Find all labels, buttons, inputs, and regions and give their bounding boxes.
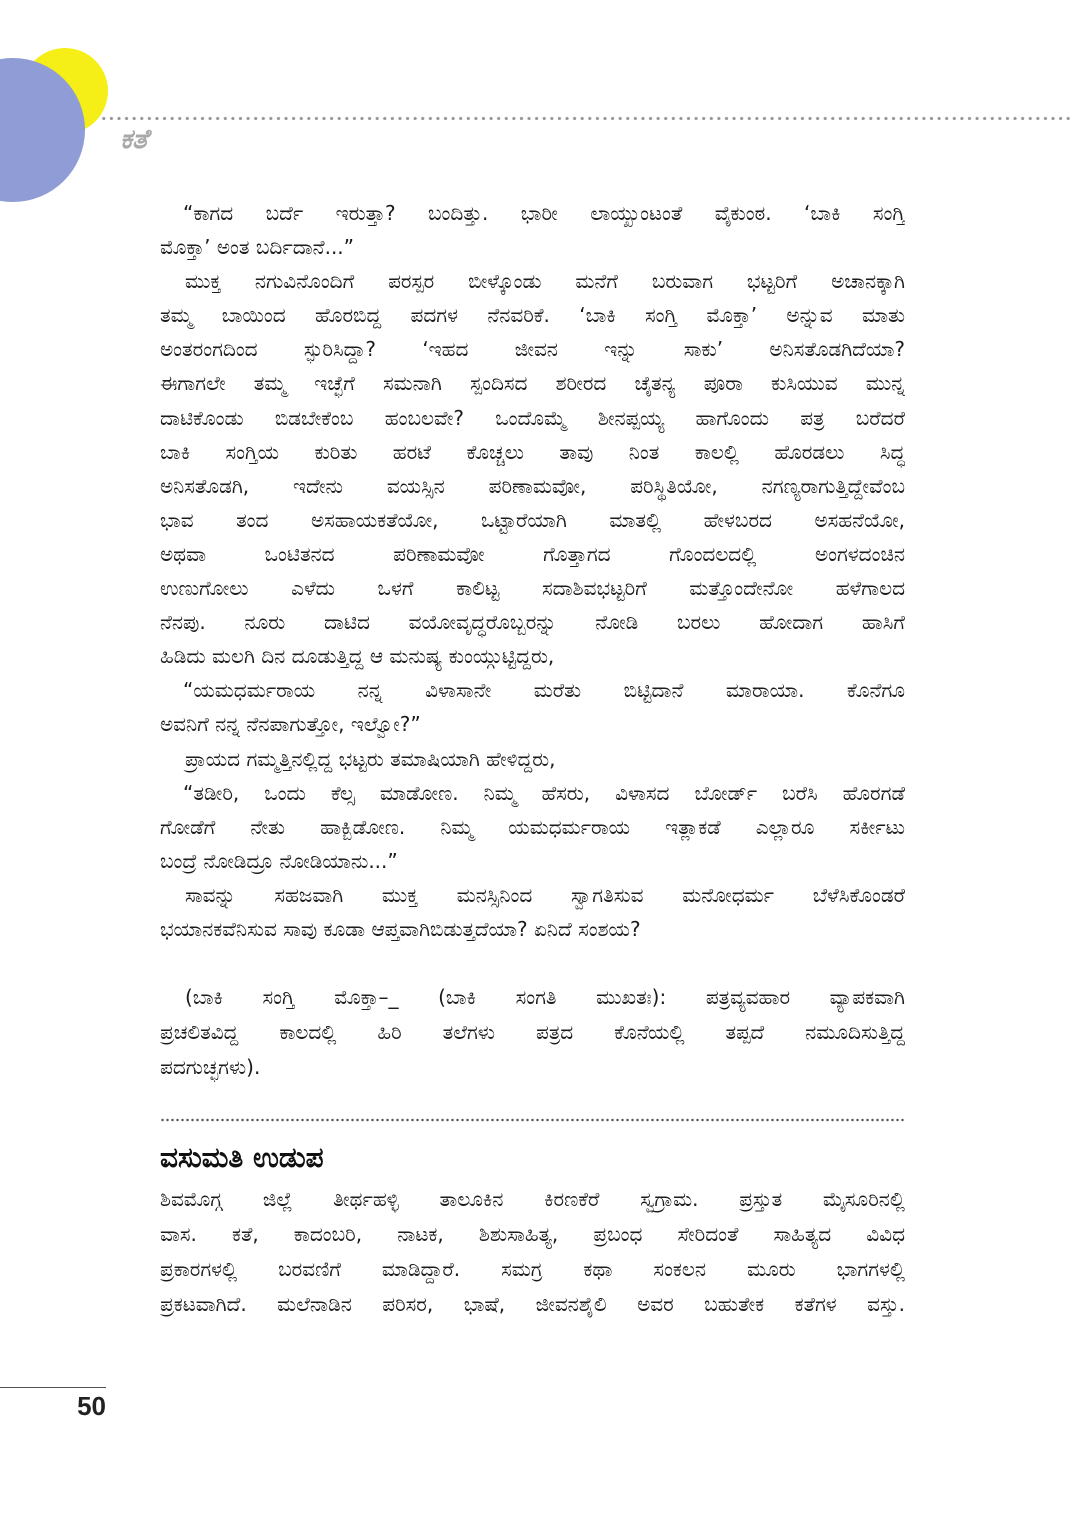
- text-line: ನೆನಪು. ನೂರು ದಾಟಿದ ವಯೋವೃದ್ಧರೊಬ್ಬರನ್ನು ನೋಡಿ ಬರಲು ಹೋದಾಗ ಹಾಸಿಗೆ: [160, 610, 905, 635]
- text-line: ಈಗಾಗಲೇ ತಮ್ಮ ಇಚ್ಛೆಗೆ ಸಮನಾಗಿ ಸ್ಪಂದಿಸದ ಶರೀರದ ಚೈತನ್ಯ ಪೂರಾ ಕುಸಿಯುವ ಮುನ್ನ: [160, 371, 905, 396]
- text-line: “ಯಮಧರ್ಮರಾಯ ನನ್ನ ವಿಳಾಸಾನೇ ಮರೆತು ಬಿಟ್ಟಿದಾನೆ ಮಾರಾಯಾ. ಕೊನೆಗೂ: [183, 678, 905, 703]
- text-line: ಅವನಿಗೆ ನನ್ನ ನೆನಪಾಗುತ್ತೋ, ಇಲ್ವೋ?”: [160, 712, 421, 737]
- text-line: ಪದಗುಚ್ಛಗಳು).: [160, 1055, 261, 1079]
- text-line: ಭಾವ ತಂದ ಅಸಹಾಯಕತೆಯೋ, ಒಟ್ಟಾರೆಯಾಗಿ ಮಾತಲ್ಲಿ ಹೇಳಬರದ ಅಸಹನೆಯೋ,: [160, 507, 905, 532]
- text-line: ತಮ್ಮ ಬಾಯಿಂದ ಹೊರಬಿದ್ದ ಪದಗಳ ನೆನವರಿಕೆ. ‘ಬಾಕಿ ಸಂಗ್ತಿ ಮೊಕ್ತಾ’ ಅನ್ನುವ ಮಾತು: [160, 303, 905, 328]
- glossary-note: [160, 980, 905, 1085]
- text-line: ಅನಿಸತೊಡಗಿ, ಇದೇನು ವಯಸ್ಸಿನ ಪರಿಣಾಮವೋ, ಪರಿಸ್ಥಿತಿಯೋ, ನಗಣ್ಯರಾಗುತ್ತಿದ್ದೇವೆಂಬ: [160, 473, 905, 498]
- section-separator: [160, 1118, 905, 1122]
- top-dotted-rule: [100, 116, 1072, 121]
- author-bio: [160, 1182, 905, 1322]
- text-line: ಶಿವಮೊಗ್ಗ ಜಿಲ್ಲೆ ತೀರ್ಥಹಳ್ಳಿ ತಾಲೂಕಿನ ಕಿರಣಕೆರೆ ಸ್ವಗ್ರಾಮ. ಪ್ರಸ್ತುತ ಮೈಸೂರಿನಲ್ಲಿ: [160, 1187, 905, 1211]
- story-text: [160, 196, 905, 946]
- footer-rule: [0, 1387, 106, 1388]
- text-line: ಮುಕ್ತ ನಗುವಿನೊಂದಿಗೆ ಪರಸ್ಪರ ಬೀಳ್ಕೊಂಡು ಮನೆಗೆ ಬರುವಾಗ ಭಟ್ಟರಿಗೆ ಅಚಾನಕ್ಕಾಗಿ: [185, 269, 905, 294]
- text-line: ಪ್ರಚಲಿತವಿದ್ದ ಕಾಲದಲ್ಲಿ ಹಿರಿ ತಲೆಗಳು ಪತ್ರದ ಕೊನೆಯಲ್ಲಿ ತಪ್ಪದೆ ನಮೂದಿಸುತ್ತಿದ್ದ: [160, 1020, 905, 1044]
- text-line: (ಬಾಕಿ ಸಂಗ್ತಿ ಮೊಕ್ತಾ–_ (ಬಾಕಿ ಸಂಗತಿ ಮುಖತಃ): ಪತ್ರವ್ಯವಹಾರ ವ್ಯಾಪಕವಾಗಿ: [185, 985, 905, 1009]
- paragraph: [160, 742, 905, 776]
- text-line: ಮೊಕ್ತಾ’ ಅಂತ ಬರ್ದಿದಾನೆ...”: [160, 235, 355, 260]
- text-line: ಅಂತರಂಗದಿಂದ ಸ್ಫುರಿಸಿದ್ದಾ? ‘ಇಹದ ಜೀವನ ಇನ್ನು ಸಾಕು’ ಅನಿಸತೊಡಗಿದೆಯಾ?: [160, 337, 905, 362]
- text-line: ಸಾವನ್ನು ಸಹಜವಾಗಿ ಮುಕ್ತ ಮನಸ್ಸಿನಿಂದ ಸ್ವಾಗತಿಸುವ ಮನೋಧರ್ಮ ಬೆಳೆಸಿಕೊಂಡರೆ: [185, 882, 905, 907]
- paragraph: [160, 673, 905, 741]
- text-line: ಬಾಕಿ ಸಂಗ್ತಿಯ ಕುರಿತು ಹರಟೆ ಕೊಚ್ಚಲು ತಾವು ನಿಂತ ಕಾಲಲ್ಲಿ ಹೊರಡಲು ಸಿದ್ಧ: [160, 439, 905, 464]
- section-label: ಕತೆ: [120, 124, 148, 155]
- text-line: “ತಡೀರಿ, ಒಂದು ಕೆಲ್ಸ ಮಾಡೋಣ. ನಿಮ್ಮ ಹೆಸರು, ವಿಳಾಸದ ಬೋರ್ಡ್ ಬರೆಸಿ ಹೊರಗಡೆ: [183, 780, 905, 805]
- text-line: ಪ್ರಕಾರಗಳಲ್ಲಿ ಬರವಣಿಗೆ ಮಾಡಿದ್ದಾರೆ. ಸಮಗ್ರ ಕಥಾ ಸಂಕಲನ ಮೂರು ಭಾಗಗಳಲ್ಲಿ: [160, 1257, 905, 1281]
- text-line: ಗೋಡೆಗೆ ನೇತು ಹಾಕ್ಬಿಡೋಣ. ನಿಮ್ಮ ಯಮಧರ್ಮರಾಯ ಇತ್ಲಾಕಡೆ ಎಲ್ಲಾರೂ ಸರ್ಕೀಟು: [160, 814, 905, 839]
- text-line: ಅಥವಾ ಒಂಟಿತನದ ಪರಿಣಾಮವೋ ಗೊತ್ತಾಗದ ಗೊಂದಲದಲ್ಲಿ ಅಂಗಳದಂಚಿನ: [160, 541, 905, 566]
- author-name: ವಸುಮತಿ ಉಡುಪ: [160, 1141, 324, 1174]
- paragraph: [160, 264, 905, 673]
- paragraph: [160, 196, 905, 264]
- paragraph: [160, 776, 905, 878]
- page-number: 50: [77, 1391, 106, 1421]
- paragraph: [160, 878, 905, 946]
- text-line: ಪ್ರಕಟವಾಗಿದೆ. ಮಲೆನಾಡಿನ ಪರಿಸರ, ಭಾಷೆ, ಜೀವನಶೈಲಿ ಅವರ ಬಹುತೇಕ ಕತೆಗಳ ವಸ್ತು.: [160, 1292, 905, 1316]
- text-line: “ಕಾಗದ ಬರ್ದೆ ಇರುತ್ತಾ? ಬಂದಿತ್ತು. ಭಾರೀ ಲಾಯ್ಖುಂಟಂತೆ ವೈಕುಂಠ. ‘ಬಾಕಿ ಸಂಗ್ತಿ: [183, 201, 905, 225]
- text-line: ಪ್ರಾಯದ ಗಮ್ಮತ್ತಿನಲ್ಲಿದ್ದ ಭಟ್ಟರು ತಮಾಷಿಯಾಗಿ ಹೇಳಿದ್ದರು,: [185, 746, 556, 771]
- text-line: ಬಂದ್ರೆ ನೋಡಿದ್ರೂ ನೋಡಿಯಾನು...”: [160, 848, 398, 873]
- text-line: ವಾಸ. ಕತೆ, ಕಾದಂಬರಿ, ನಾಟಕ, ಶಿಶುಸಾಹಿತ್ಯ, ಪ್ರಬಂಧ ಸೇರಿದಂತೆ ಸಾಹಿತ್ಯದ ವಿವಿಧ: [160, 1222, 905, 1246]
- text-line: ಹಿಡಿದು ಮಲಗಿ ದಿನ ದೂಡುತ್ತಿದ್ದ ಆ ಮನುಷ್ಯ ಕುಂಯ್ಗುಟ್ಟಿದ್ದರು,: [160, 644, 555, 669]
- text-line: ಭಯಾನಕವೆನಿಸುವ ಸಾವು ಕೂಡಾ ಆಪ್ತವಾಗಿಬಿಡುತ್ತದೆಯಾ? ಏನಿದೆ ಸಂಶಯ?: [160, 916, 641, 941]
- text-line: ದಾಟಿಕೊಂಡು ಬಿಡಬೇಕೆಂಬ ಹಂಬಲವೇ? ಒಂದೊಮ್ಮೆ ಶೀನಪ್ಪಯ್ಯ ಹಾಗೊಂದು ಪತ್ರ ಬರೆದರೆ: [160, 405, 905, 430]
- text-line: ಉಣುಗೋಲು ಎಳೆದು ಒಳಗೆ ಕಾಲಿಟ್ಟ ಸದಾಶಿವಭಟ್ಟರಿಗೆ ಮತ್ತೊಂದೇನೋ ಹಳೆಗಾಲದ: [160, 576, 905, 601]
